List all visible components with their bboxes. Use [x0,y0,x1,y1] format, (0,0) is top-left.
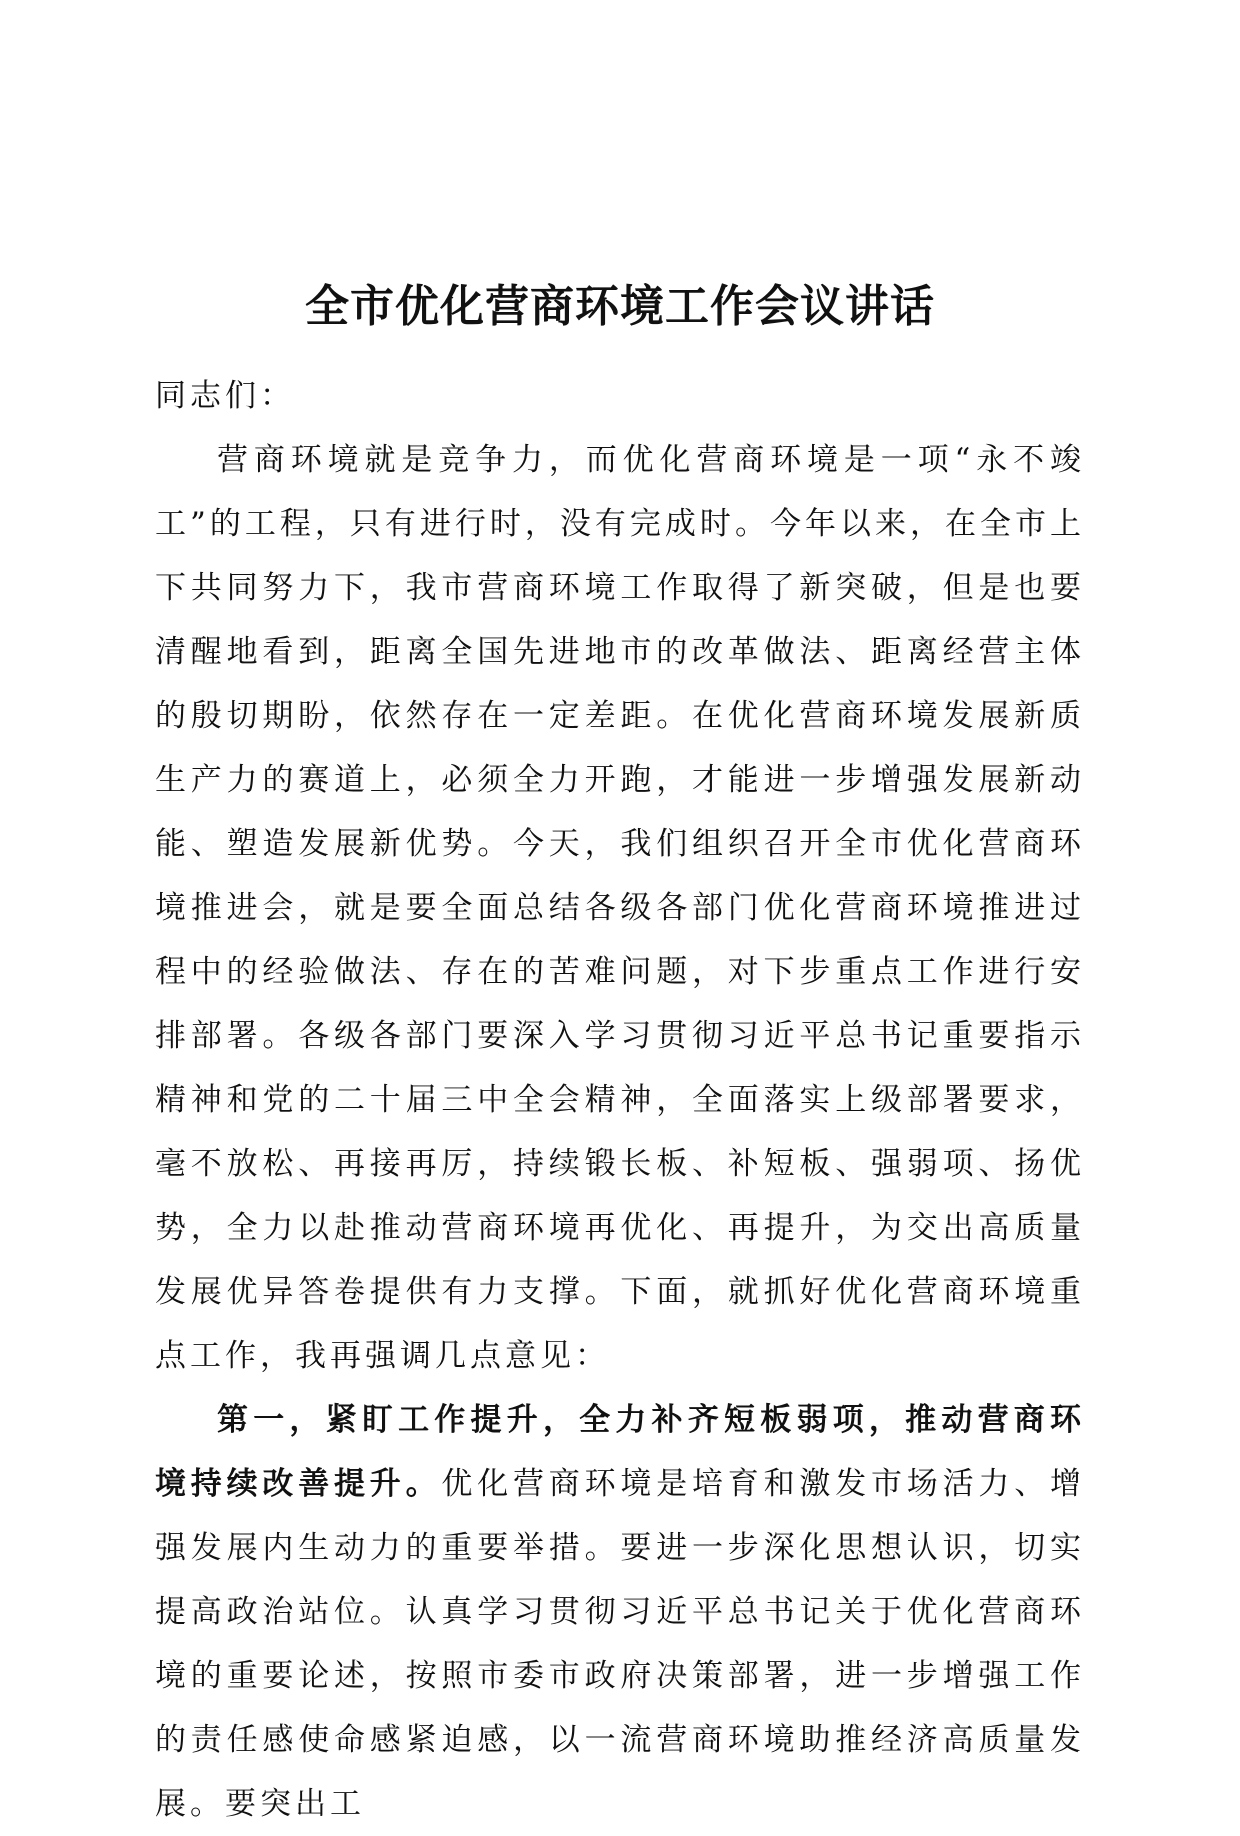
document-body [155,364,1085,1836]
paragraph-body: 优化营商环境是培育和激发市场活力、增强发展内生动力的重要举措。要进一步深化思想认识，切实提高政治站位。认真学习贯彻习近平总书记关于优化营商环境的重要论述，按照市委市政府决策部署，进一步增强工作的责任感使命感紧迫感，以一流营商环境助推经济高质量发展。要突出工 [155,1466,1086,1822]
paragraph-intro: 营商环境就是竞争力，而优化营商环境是一项“永不竣工”的工程，只有进行时，没有完成时。今年以来，在全市上下共同努力下，我市营商环境工作取得了新突破，但是也要清醒地看到，距离全国先进地市的改革做法、距离经营主体的殷切期盼，依然存在一定差距。在优化营商环境发展新质生产力的赛道上，必须全力开跑，才能进一步增强发展新动能、塑造发展新优势。今天，我们组织召开全市优化营商环境推进会，就是要全面总结各级各部门优化营商环境推进过程中的经验做法、存在的苦难问题，对下步重点工作进行安排部署。各级各部门要深入学习贯彻习近平总书记重要指示精神和党的二十届三中全会精神，全面落实上级部署要求，毫不放松、再接再厉，持续锻长板、补短板、强弱项、扬优势，全力以赴推动营商环境再优化、再提升，为交出高质量发展优异答卷提供有力支撑。下面，就抓好优化营商环境重点工作，我再强调几点意见： [155,442,1085,1374]
paragraph-first-point [155,1388,1085,1836]
salutation: 同志们： [155,378,295,414]
document-title: 全市优化营商环境工作会议讲话 [305,281,935,332]
paragraph-heading: 第一，紧盯工作提升，全力补齐短板弱项，推动营商环境持续改善提升。 [155,1402,1085,1502]
